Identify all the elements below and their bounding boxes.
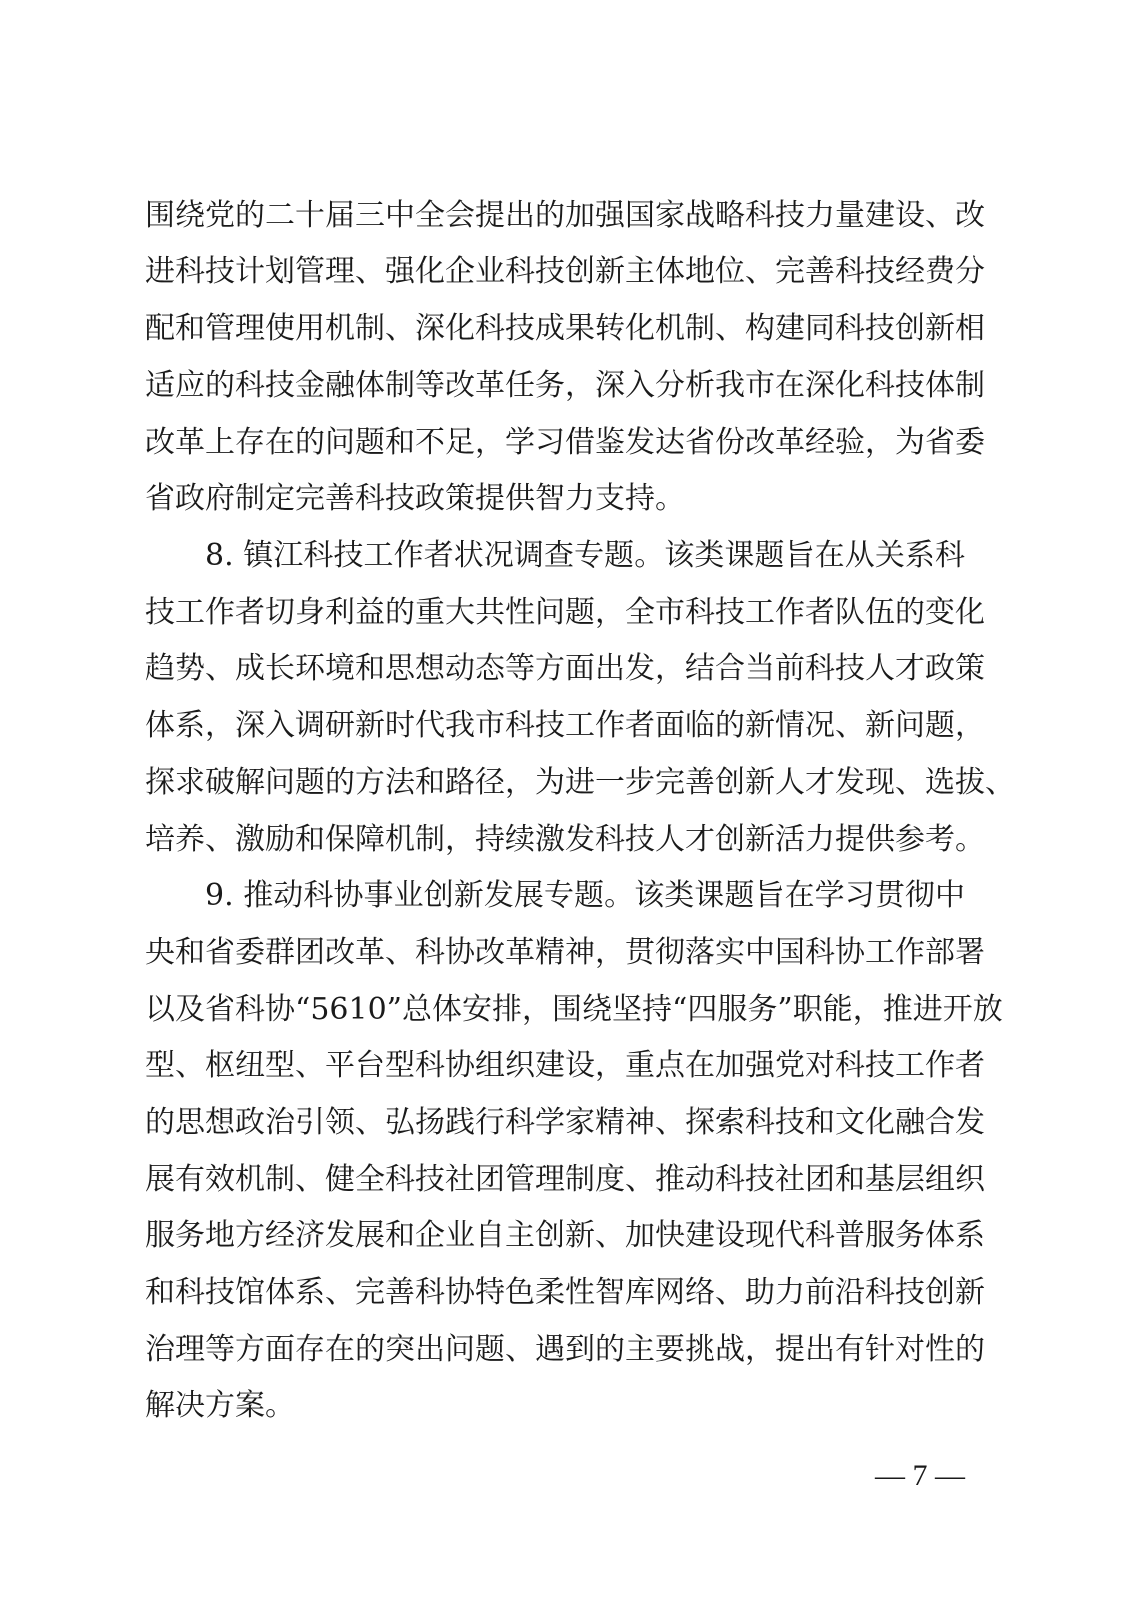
page-number: — 7 — — [875, 1459, 965, 1492]
body-text-line: 展有效机制、健全科技社团管理制度、推动科技社团和基层组织 — [145, 1162, 985, 1197]
body-text-line: 解决方案。 — [145, 1388, 295, 1423]
body-text-line: 央和省委群团改革、科协改革精神，贯彻落实中国科协工作部署 — [145, 935, 985, 970]
body-text-line: 体系，深入调研新时代我市科技工作者面临的新情况、新问题， — [145, 708, 985, 743]
body-text-line: 进科技计划管理、强化企业科技创新主体地位、完善科技经费分 — [145, 254, 985, 289]
paragraph-heading-line: 9. 推动科协事业创新发展专题。该类课题旨在学习贯彻中 — [205, 878, 965, 913]
body-text-line: 治理等方面存在的突出问题、遇到的主要挑战，提出有针对性的 — [145, 1332, 985, 1367]
body-text-line: 培养、激励和保障机制，持续激发科技人才创新活力提供参考。 — [145, 822, 985, 857]
body-text-line: 以及省科协“5610”总体安排，围绕坚持“四服务”职能，推进开放 — [145, 992, 1003, 1027]
paragraph-heading-line: 8. 镇江科技工作者状况调查专题。该类课题旨在从关系科 — [205, 538, 965, 573]
body-text-line: 的思想政治引领、弘扬践行科学家精神、探索科技和文化融合发 — [145, 1105, 985, 1140]
body-text-line: 改革上存在的问题和不足，学习借鉴发达省份改革经验，为省委 — [145, 425, 985, 460]
body-text-line: 服务地方经济发展和企业自主创新、加快建设现代科普服务体系 — [145, 1218, 985, 1253]
body-text-line: 技工作者切身利益的重大共性问题，全市科技工作者队伍的变化 — [145, 595, 985, 630]
body-text-line: 省政府制定完善科技政策提供智力支持。 — [145, 481, 685, 516]
body-text-line: 探求破解问题的方法和路径，为进一步完善创新人才发现、选拔、 — [145, 765, 1015, 800]
body-text-line: 围绕党的二十届三中全会提出的加强国家战略科技力量建设、改 — [145, 198, 985, 233]
body-text-line: 趋势、成长环境和思想动态等方面出发，结合当前科技人才政策 — [145, 651, 985, 686]
body-text-line: 型、枢纽型、平台型科协组织建设，重点在加强党对科技工作者 — [145, 1048, 985, 1083]
body-text-line: 配和管理使用机制、深化科技成果转化机制、构建同科技创新相 — [145, 311, 985, 346]
body-text-line: 和科技馆体系、完善科协特色柔性智库网络、助力前沿科技创新 — [145, 1275, 985, 1310]
body-text-line: 适应的科技金融体制等改革任务，深入分析我市在深化科技体制 — [145, 368, 985, 403]
